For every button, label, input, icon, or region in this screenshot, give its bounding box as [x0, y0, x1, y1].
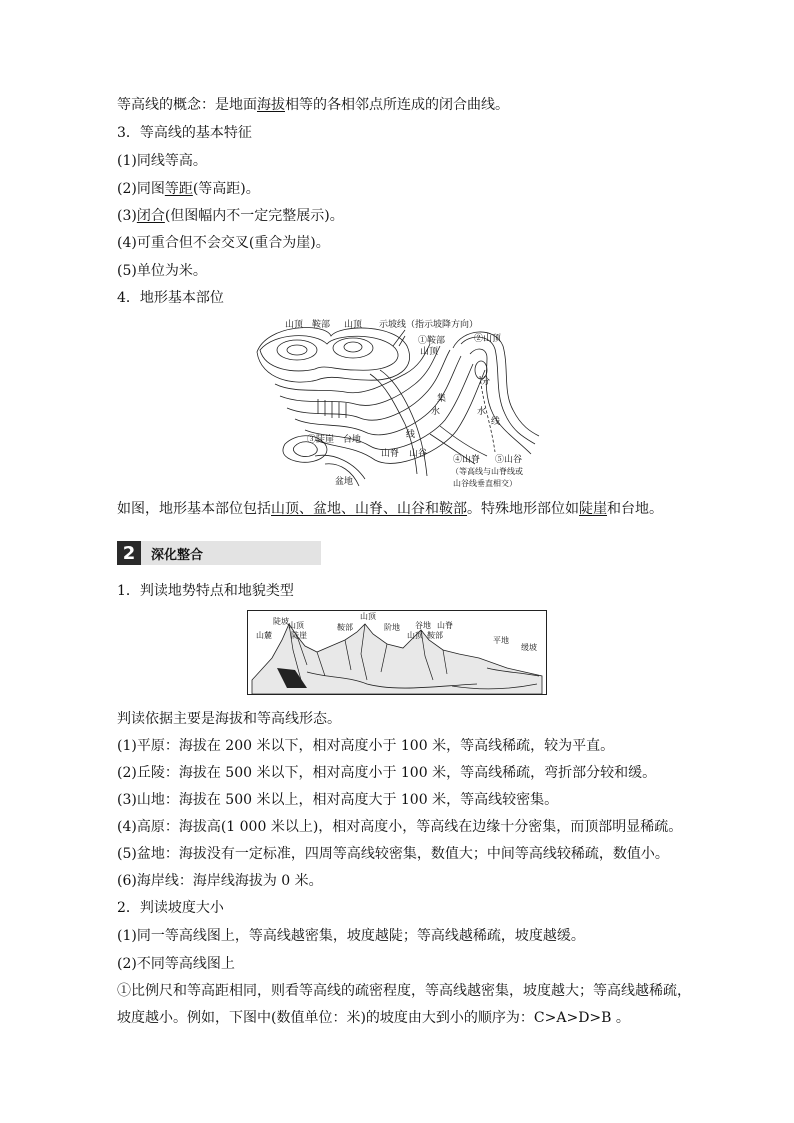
label-valley-1: 山谷	[409, 449, 428, 459]
basis-line: 判读依据主要是海拔和等高线形态。	[117, 711, 341, 727]
p-label-peak-2: 山顶	[360, 612, 376, 621]
label-saddle-2: ①鞍部	[418, 336, 446, 346]
p-label-gentle: 缓坡	[521, 643, 537, 652]
label-note-2: 山谷线垂直相交）	[453, 479, 517, 488]
label-cliff: ③陡崖	[307, 435, 335, 445]
section-header	[117, 541, 321, 565]
concept-line: 等高线的概念：是地面海拔相等的各相邻点所连成的闭合曲线。	[117, 97, 509, 113]
contour-terrain-figure	[255, 314, 540, 492]
p-label-terrace: 阶地	[384, 623, 400, 632]
label-peak-4: 山顶	[420, 347, 439, 357]
label-saddle-1: 鞍部	[312, 320, 331, 330]
label-valley-2: ⑤山谷	[495, 455, 523, 465]
label-peak-3: ②山顶	[474, 334, 502, 344]
terrain-panorama-svg	[247, 610, 547, 695]
p-label-cliff: 陡坡	[273, 617, 289, 626]
label-basin: 盆地	[335, 477, 354, 487]
heading-slope: 2．判读坡度大小	[117, 900, 224, 916]
p-label-peak-3: 山顶	[407, 631, 423, 640]
slope-rule-1: (1)同一等高线图上，等高线越密集，坡度越陡；等高线越稀疏，坡度越缓。	[117, 928, 585, 944]
p-label-saddle-2: 鞍部	[427, 631, 443, 640]
feature-item-4: (4)可重合但不会交叉(重合为崖)。	[117, 235, 330, 251]
heading-features: 3．等高线的基本特征	[117, 125, 252, 141]
p-label-valley: 谷地	[415, 621, 431, 630]
type-basin: (5)盆地：海拔没有一定标准，四周等高线较密集，数值大；中间等高线较稀疏，数值小。	[117, 846, 669, 862]
label-shui-2: 水	[431, 407, 441, 417]
type-coastline: (6)海岸线：海岸线海拔为 0 米。	[117, 873, 323, 889]
label-ridge-1: 山脊	[381, 449, 400, 459]
label-platform: 台地	[343, 435, 362, 445]
terrain-panorama-figure	[247, 610, 547, 695]
p-label-steep: 陡崖	[291, 631, 307, 640]
feature-item-3: (3)闭合(但图幅内不一定完整展示)。	[117, 208, 344, 224]
type-plateau: (4)高原：海拔高(1 000 米以上)，相对高度小，等高线在边缘十分密集，而顶部明显稀疏。	[117, 819, 683, 835]
type-hills: (2)丘陵：海拔在 500 米以下，相对高度小于 100 米，等高线稀疏，弯折部分较和缓。	[117, 765, 657, 781]
p-label-peak-1: 山顶	[288, 621, 304, 630]
p-label-plain: 平地	[493, 636, 509, 645]
contour-map-svg	[255, 314, 540, 492]
section-title: 深化整合	[141, 541, 321, 565]
type-mountain: (3)山地：海拔在 500 米以上，相对高度大于 100 米，等高线较密集。	[117, 792, 559, 808]
label-peak-1: 山顶	[285, 320, 304, 330]
landforms-summary: 如图，地形基本部位包括山顶、盆地、山脊、山谷和鞍部。特殊地形部位如陡崖和台地。	[117, 501, 663, 517]
label-ji: 集	[437, 394, 447, 404]
p-label-foot: 山麓	[256, 631, 272, 640]
type-plain: (1)平原：海拔在 200 米以下，相对高度小于 100 米，等高线稀疏，较为平直。	[117, 738, 615, 754]
feature-item-2: (2)同图等距(等高距)。	[117, 181, 260, 197]
feature-item-1: (1)同线等高。	[117, 153, 207, 169]
p-label-saddle: 鞍部	[337, 623, 353, 632]
label-shui-1: 水	[477, 407, 487, 417]
section-number: 2	[117, 541, 141, 565]
label-fen: 分	[481, 377, 491, 387]
heading-landforms: 4．地形基本部位	[117, 290, 224, 306]
slope-rule-2a-line2: 坡度越小。例如，下图中(数值单位：米)的坡度由大到小的顺序为：C>A>D>B 。	[117, 1010, 630, 1026]
slope-rule-2a-line1: ①比例尺和等高距相同，则看等高线的疏密程度，等高线越密集，坡度越大；等高线越稀疏，	[117, 983, 691, 999]
label-xian-1: 线	[491, 417, 501, 427]
label-ridge-2: ④山脊	[453, 455, 481, 465]
label-note-1: （等高线与山脊线或	[451, 467, 523, 476]
slope-rule-2: (2)不同等高线图上	[117, 956, 235, 972]
label-slope-note: 示坡线（指示坡降方向）	[379, 320, 479, 330]
label-peak-2: 山顶	[344, 320, 363, 330]
feature-item-5: (5)单位为米。	[117, 263, 207, 279]
p-label-ridge: 山脊	[437, 621, 453, 630]
heading-landform-types: 1．判读地势特点和地貌类型	[117, 583, 294, 599]
label-xian-2: 线	[406, 430, 416, 440]
